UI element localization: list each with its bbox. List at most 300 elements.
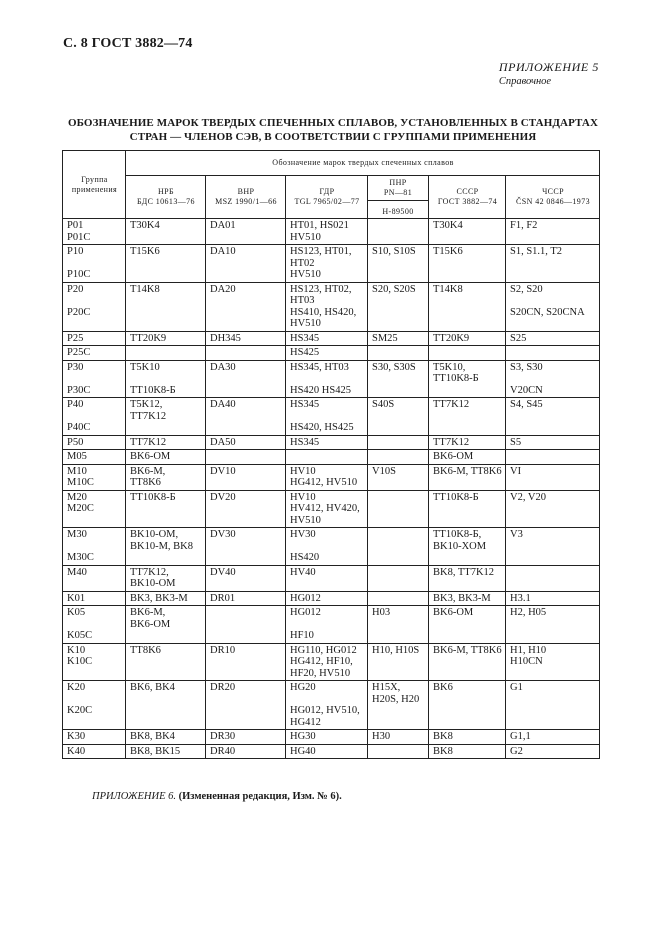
column-country: СССР — [456, 187, 479, 196]
group-cell — [63, 464, 126, 490]
cell-line: TT7K12 — [130, 436, 167, 448]
cell-line: BK6, BK4 — [130, 682, 175, 693]
grade-cell — [506, 398, 600, 436]
cell-line: HF10 — [290, 630, 314, 641]
cell-line: HS425 — [290, 347, 320, 358]
table-row — [63, 591, 600, 606]
grade-cell — [206, 591, 286, 606]
cell-line: M30C — [67, 552, 94, 563]
cell-line: F1, F2 — [510, 220, 538, 231]
grade-cell — [286, 681, 368, 730]
grade-cell — [429, 450, 506, 465]
grade-cell — [429, 464, 506, 490]
page-header: С. 8 ГОСТ 3882—74 — [63, 36, 193, 51]
grade-cell — [429, 245, 506, 283]
grade-cell — [506, 331, 600, 346]
cell-line: TT8K6 — [130, 477, 161, 488]
column-header — [506, 176, 600, 219]
cell-line: H10CN — [510, 656, 543, 667]
cell-line: P10 — [67, 246, 84, 257]
grade-cell — [506, 730, 600, 745]
cell-line: P40C — [67, 422, 91, 433]
group-cell — [63, 346, 126, 361]
cell-line: HG20 — [290, 682, 316, 693]
cell-line: T30K4 — [433, 220, 463, 231]
grade-cell — [368, 435, 429, 450]
cell-line: H15X, — [372, 682, 401, 693]
grade-cell — [206, 398, 286, 436]
cell-line: BK8, TT7K12 — [433, 566, 495, 578]
grade-cell — [506, 435, 600, 450]
group-header: Группа применения — [63, 151, 126, 219]
cell-line: H30 — [372, 731, 391, 742]
grade-cell — [206, 730, 286, 745]
cell-line: DA10 — [210, 246, 236, 257]
grade-cell — [286, 450, 368, 465]
grade-cell — [429, 490, 506, 528]
cell-line: DA30 — [210, 361, 236, 373]
cell-line: DR01 — [210, 592, 236, 604]
grade-cell — [429, 398, 506, 436]
cell-line: P25C — [67, 347, 91, 358]
grade-cell — [206, 565, 286, 591]
column-substandard: H-89500 — [382, 206, 414, 216]
title-line-2: СТРАН — ЧЛЕНОВ СЭВ, В СООТВЕТСТВИИ С ГРУППАМИ ПРИМЕНЕНИЯ — [129, 131, 537, 143]
grade-cell — [126, 464, 206, 490]
cell-line: P10C — [67, 269, 91, 280]
cell-line: H03 — [372, 607, 391, 618]
cell-line: BK10-M, BK8 — [130, 540, 194, 552]
grade-cell — [286, 464, 368, 490]
grade-cell — [506, 464, 600, 490]
grade-cell — [206, 450, 286, 465]
cell-line: TT10K8-Б — [130, 491, 176, 503]
cell-line: TT7K12 — [433, 399, 470, 410]
grade-cell — [429, 360, 506, 398]
cell-line: T15K6 — [433, 246, 463, 257]
cell-line: M20 — [67, 491, 87, 503]
grade-cell — [429, 346, 506, 361]
cell-line: HG012 — [290, 592, 321, 604]
grade-cell — [429, 331, 506, 346]
cell-line: G2 — [510, 745, 523, 757]
table-row — [63, 528, 600, 566]
cell-line: BK6-M, TT8K6 — [433, 465, 502, 477]
alloy-grades-table — [62, 150, 600, 759]
cell-line: HG110, HG012 — [290, 644, 357, 656]
cell-line: DV20 — [210, 491, 236, 503]
table-row — [63, 490, 600, 528]
cell-line: T14K8 — [130, 283, 160, 295]
grade-cell — [126, 360, 206, 398]
grade-cell — [506, 591, 600, 606]
grade-cell — [126, 565, 206, 591]
grade-cell — [368, 490, 429, 528]
grade-cell — [506, 245, 600, 283]
grade-cell — [368, 360, 429, 398]
grade-cell — [206, 528, 286, 566]
grade-cell — [126, 219, 206, 245]
group-cell — [63, 245, 126, 283]
grade-cell — [506, 681, 600, 730]
grade-cell — [368, 464, 429, 490]
grade-cell — [506, 565, 600, 591]
appendix-label: ПРИЛОЖЕНИЕ 5 — [498, 60, 599, 74]
title-line-1: ОБОЗНАЧЕНИЕ МАРОК ТВЕРДЫХ СПЕЧЕННЫХ СПЛАВОВ, УСТАНОВЛЕННЫХ В СТАНДАРТАХ — [67, 117, 599, 129]
grade-cell — [368, 346, 429, 361]
grade-cell — [429, 282, 506, 331]
grade-cell — [506, 606, 600, 644]
cell-line: BK6-OM — [130, 618, 171, 630]
cell-line: M40 — [67, 566, 87, 578]
group-cell — [63, 744, 126, 759]
grade-cell — [286, 490, 368, 528]
cell-line: P25 — [67, 332, 84, 344]
grade-cell — [429, 565, 506, 591]
cell-line: HG30 — [290, 731, 316, 742]
grade-cell — [126, 398, 206, 436]
cell-line: DA50 — [210, 436, 236, 448]
grade-cell — [286, 591, 368, 606]
cell-line: S30, S30S — [372, 361, 416, 373]
span-header: Обозначение марок твердых спеченных сплавов — [126, 151, 600, 176]
grade-cell — [368, 398, 429, 436]
cell-line: K30 — [67, 731, 86, 742]
cell-line: HG412, HF10, — [290, 656, 353, 667]
cell-line: HV510 — [290, 269, 321, 280]
appendix-sublabel: Справочное — [498, 76, 552, 87]
cell-line: TT7K12 — [130, 410, 167, 422]
column-header — [206, 176, 286, 219]
cell-line: HS420, HS425 — [290, 422, 354, 433]
cell-line: TT10K8-Б — [433, 373, 479, 384]
grade-cell — [126, 331, 206, 346]
grade-cell — [286, 528, 368, 566]
cell-line: P20 — [67, 283, 84, 295]
cell-line: M10C — [67, 477, 94, 488]
cell-line: BK6-M, — [130, 607, 166, 618]
cell-line: DR20 — [210, 682, 236, 693]
footnote-note: (Измененная редакция, Изм. № 6). — [178, 791, 342, 802]
cell-line: HG412, HV510 — [290, 477, 358, 488]
cell-line: M30 — [67, 529, 87, 540]
grade-cell — [126, 490, 206, 528]
cell-line: HG412 — [290, 716, 321, 728]
cell-line: K05C — [67, 630, 93, 641]
cell-line: HV510 — [290, 514, 321, 526]
cell-line: TT8K6 — [130, 644, 161, 656]
grade-cell — [429, 643, 506, 681]
grade-cell — [506, 490, 600, 528]
cell-line: BK8, BK15 — [130, 745, 181, 757]
group-cell — [63, 730, 126, 745]
table-row — [63, 681, 600, 730]
cell-line: V20CN — [510, 384, 543, 396]
cell-line: G1 — [510, 682, 523, 693]
cell-line: TT10K8-Б — [433, 491, 479, 503]
cell-line: TT20K9 — [433, 332, 470, 344]
cell-line: V3 — [510, 529, 523, 540]
grade-cell — [506, 744, 600, 759]
column-country: ПНР — [389, 177, 407, 187]
column-country: ГДР — [319, 187, 335, 196]
grade-cell — [126, 643, 206, 681]
cell-line: DA40 — [210, 399, 236, 410]
cell-line: S20, S20S — [372, 283, 416, 295]
group-cell — [63, 528, 126, 566]
grade-cell — [206, 464, 286, 490]
group-cell — [63, 591, 126, 606]
grade-cell — [429, 528, 506, 566]
group-cell — [63, 435, 126, 450]
grade-cell — [286, 435, 368, 450]
grade-cell — [286, 744, 368, 759]
grade-cell — [286, 331, 368, 346]
grade-cell — [368, 643, 429, 681]
cell-line: TT10K8-Б — [130, 384, 176, 396]
grade-cell — [206, 744, 286, 759]
cell-line: HS420 HS425 — [290, 384, 351, 396]
grade-cell — [368, 219, 429, 245]
cell-line: HS345 — [290, 332, 320, 344]
group-cell — [63, 490, 126, 528]
grade-cell — [126, 346, 206, 361]
cell-line: HV510 — [290, 231, 321, 243]
table-row — [63, 435, 600, 450]
cell-line: S10, S10S — [372, 246, 416, 257]
table-row — [63, 606, 600, 644]
table-row — [63, 398, 600, 436]
grade-cell — [368, 744, 429, 759]
grade-cell — [506, 282, 600, 331]
column-standard: БДС 10613—76 — [137, 197, 195, 206]
grade-cell — [206, 606, 286, 644]
grade-cell — [286, 643, 368, 681]
cell-line: DR10 — [210, 644, 236, 656]
table-row — [63, 464, 600, 490]
cell-line: DR40 — [210, 745, 236, 757]
grade-cell — [286, 606, 368, 644]
cell-line: BK3, BK3-M — [433, 592, 491, 604]
cell-line: P01 — [67, 220, 84, 231]
group-cell — [63, 606, 126, 644]
cell-line: S2, S20 — [510, 283, 543, 295]
grade-cell — [206, 643, 286, 681]
grade-cell — [286, 398, 368, 436]
cell-line: DR30 — [210, 731, 236, 742]
cell-line: HT03 — [290, 295, 315, 306]
grade-cell — [368, 450, 429, 465]
cell-line: V2, V20 — [510, 491, 546, 503]
grade-cell — [368, 681, 429, 730]
grade-cell — [368, 528, 429, 566]
cell-line: HS345, HT03 — [290, 361, 349, 373]
table-row — [63, 245, 600, 283]
grade-cell — [126, 528, 206, 566]
cell-line: HV510 — [290, 318, 321, 329]
column-standard: PN—81 — [368, 188, 428, 201]
cell-line: HG012, HV510, — [290, 705, 360, 716]
cell-line: M05 — [67, 451, 87, 462]
group-cell — [63, 282, 126, 331]
grade-cell — [206, 245, 286, 283]
cell-line: DA01 — [210, 220, 236, 231]
grade-cell — [126, 744, 206, 759]
cell-line: K10C — [67, 656, 93, 667]
grade-cell — [126, 450, 206, 465]
grade-cell — [368, 565, 429, 591]
cell-line: DV30 — [210, 529, 236, 540]
cell-line: P50 — [67, 436, 84, 448]
cell-line: HG012 — [290, 607, 321, 618]
cell-line: BK6-OM — [130, 451, 171, 462]
grade-cell — [286, 282, 368, 331]
cell-line: BK6-M, TT8K6 — [433, 644, 502, 656]
grade-cell — [368, 282, 429, 331]
group-cell — [63, 643, 126, 681]
grade-cell — [506, 450, 600, 465]
column-standard: ČSN 42 0846—1973 — [516, 197, 591, 206]
group-cell — [63, 450, 126, 465]
grade-cell — [368, 245, 429, 283]
cell-line: BK6 — [433, 682, 453, 693]
cell-line: S3, S30 — [510, 361, 543, 373]
cell-line: HS123, HT02, — [290, 283, 352, 295]
table-row — [63, 331, 600, 346]
cell-line: M10 — [67, 465, 87, 477]
grade-cell — [206, 435, 286, 450]
grade-cell — [429, 744, 506, 759]
grade-cell — [506, 219, 600, 245]
cell-line: BK8, BK4 — [130, 731, 175, 742]
cell-line: BK3, BK3-M — [130, 592, 188, 604]
footnote — [92, 791, 342, 802]
grade-cell — [506, 643, 600, 681]
grade-cell — [506, 360, 600, 398]
cell-line: HS420 — [290, 552, 320, 563]
grade-cell — [368, 331, 429, 346]
grade-cell — [368, 606, 429, 644]
grade-cell — [368, 730, 429, 745]
cell-line: SM25 — [372, 332, 398, 344]
cell-line: T14K8 — [433, 283, 463, 295]
column-country: ВНР — [237, 187, 255, 196]
cell-line: HS123, HT01, — [290, 246, 352, 257]
grade-cell — [506, 346, 600, 361]
cell-line: VI — [510, 465, 522, 477]
cell-line: DV40 — [210, 566, 236, 578]
cell-line: S20CN, S20CNA — [510, 306, 585, 318]
grade-cell — [506, 528, 600, 566]
grade-cell — [286, 245, 368, 283]
grade-cell — [206, 346, 286, 361]
cell-line: BK6-M, — [130, 465, 166, 477]
cell-line: H3.1 — [510, 592, 531, 604]
cell-line: BK10-XOM — [433, 540, 487, 552]
grade-cell — [429, 219, 506, 245]
cell-line: HS345 — [290, 399, 320, 410]
cell-line: BK6-OM — [433, 451, 474, 462]
cell-line: P20C — [67, 306, 91, 318]
cell-line: K20C — [67, 705, 93, 716]
cell-line: H20S, H20 — [372, 693, 420, 705]
group-cell — [63, 331, 126, 346]
grade-cell — [206, 331, 286, 346]
table-row — [63, 730, 600, 745]
cell-line: HV40 — [290, 566, 316, 578]
cell-line: S4, S45 — [510, 399, 543, 410]
cell-line: K20 — [67, 682, 86, 693]
cell-line: BK8 — [433, 731, 453, 742]
cell-line: P30 — [67, 361, 84, 373]
table-row — [63, 219, 600, 245]
cell-line: P01C — [67, 231, 91, 243]
cell-line: BK10-OM — [130, 578, 176, 589]
table-row — [63, 744, 600, 759]
cell-line: HV30 — [290, 529, 316, 540]
table-row — [63, 565, 600, 591]
cell-line: HS410, HS420, — [290, 306, 357, 318]
cell-line: K40 — [67, 745, 86, 757]
group-cell — [63, 565, 126, 591]
column-header — [429, 176, 506, 219]
cell-line: HT02 — [290, 257, 315, 269]
cell-line: TT20K9 — [130, 332, 167, 344]
cell-line: TT7K12 — [433, 436, 470, 448]
cell-line: DV10 — [210, 465, 236, 477]
cell-line: S1, S1.1, T2 — [510, 246, 563, 257]
grade-cell — [126, 591, 206, 606]
cell-line: G1,1 — [510, 731, 531, 742]
cell-line: TT10K8-Б, — [433, 529, 482, 540]
document-title — [63, 116, 603, 144]
grade-cell — [206, 360, 286, 398]
table-row — [63, 360, 600, 398]
column-header — [286, 176, 368, 219]
grade-cell — [126, 435, 206, 450]
cell-line: P30C — [67, 384, 91, 396]
grade-cell — [206, 282, 286, 331]
grade-cell — [206, 681, 286, 730]
grade-cell — [368, 591, 429, 606]
cell-line: BK6-OM — [433, 607, 474, 618]
grade-cell — [126, 282, 206, 331]
cell-line: HF20, HV510 — [290, 667, 351, 679]
cell-line: HV10 — [290, 491, 316, 503]
cell-line: DA20 — [210, 283, 236, 295]
column-country: ЧССР — [542, 187, 564, 196]
grade-cell — [429, 435, 506, 450]
table-row — [63, 450, 600, 465]
grade-cell — [286, 360, 368, 398]
cell-line: TT7K12, — [130, 566, 169, 578]
group-cell — [63, 360, 126, 398]
grade-cell — [429, 681, 506, 730]
column-standard: MSZ 1990/1—66 — [215, 197, 277, 206]
cell-line: HT01, HS021 — [290, 220, 349, 231]
cell-line: T5K10 — [130, 361, 160, 373]
cell-line: HV412, HV420, — [290, 503, 360, 514]
group-cell — [63, 681, 126, 730]
cell-line: DH345 — [210, 332, 241, 344]
group-cell — [63, 398, 126, 436]
cell-line: S25 — [510, 332, 527, 344]
grade-cell — [286, 219, 368, 245]
cell-line: K01 — [67, 592, 86, 604]
cell-line: HG40 — [290, 745, 316, 757]
cell-line: H1, H10 — [510, 644, 547, 656]
column-header — [126, 176, 206, 219]
